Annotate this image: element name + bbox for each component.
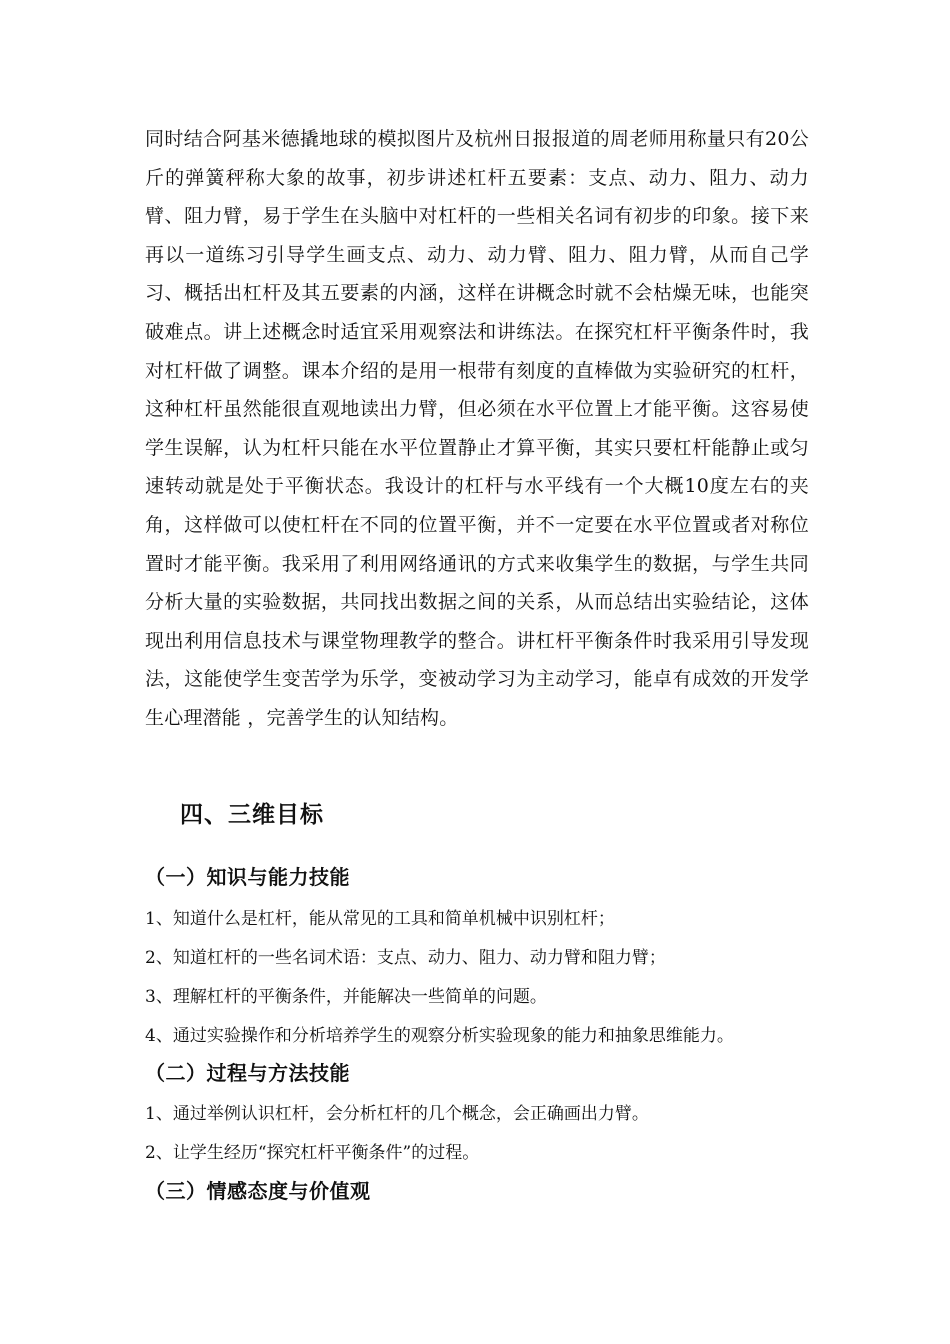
section-heading-three-dimensional-goals: 四、三维目标: [180, 802, 324, 828]
body-paragraph: 同时结合阿基米德撬地球的模拟图片及杭州日报报道的周老师用称量只有20公斤的弹簧秤称大象的故事，初步讲述杠杆五要素：支点、动力、阻力、动力臂、阻力臂，易于学生在头脑中对杠杆的一些相关名词有初步的印象。接下来再以一道练习引导学生画支点、动力、动力臂、阻力、阻力臂，从而自己学习、概括出杠杆及其五要素的内涵，这样在讲概念时就不会枯燥无味，也能突破难点。讲上述概念时适宜采用观察法和讲练法。在探究杠杆平衡条件时，我对杠杆做了调整。课本介绍的是用一根带有刻度的直棒做为实验研究的杠杆，这种杠杆虽然能很直观地读出力臂，但必须在水平位置上才能平衡。这容易使学生误解，认为杠杆只能在水平位置静止才算平衡，其实只要杠杆能静止或匀速转动就是处于平衡状态。我设计的杠杆与水平线有一个大概10度左右的夹角，这样做可以使杠杆在不同的位置平衡，并不一定要在水平位置或者对称位置时才能平衡。我采用了利用网络通讯的方式来收集学生的数据，与学生共同分析大量的实验数据，共同找出数据之间的关系，从而总结出实验结论，这体现出利用信息技术与课堂物理教学的整合。讲杠杆平衡条件时我采用引导发现法，这能使学生变苦学为乐学，变被动学习为主动学习，能卓有成效的开发学生心理潜能 ，完善学生的认知结构。: [145, 128, 809, 729]
list-item: 2、知道杠杆的一些名词术语：支点、动力、阻力、动力臂和阻力臂；: [145, 948, 666, 968]
list-item: 4、通过实验操作和分析培养学生的观察分析实验现象的能力和抽象思维能力。: [145, 1026, 734, 1046]
subsection-heading-process-method: （二）过程与方法技能: [145, 1061, 350, 1085]
subsection-heading-knowledge-ability: （一）知识与能力技能: [145, 865, 350, 889]
list-item: 3、理解杠杆的平衡条件，并能解决一些简单的问题。: [145, 987, 547, 1007]
list-item: 2、让学生经历“探究杠杆平衡条件”的过程。: [145, 1143, 480, 1163]
subsection-heading-emotion-values: （三）情感态度与价值观: [145, 1179, 371, 1203]
list-item: 1、知道什么是杠杆，能从常见的工具和简单机械中识别杠杆；: [145, 909, 615, 929]
list-item: 1、通过举例认识杠杆，会分析杠杆的几个概念，会正确画出力臂。: [145, 1104, 649, 1124]
